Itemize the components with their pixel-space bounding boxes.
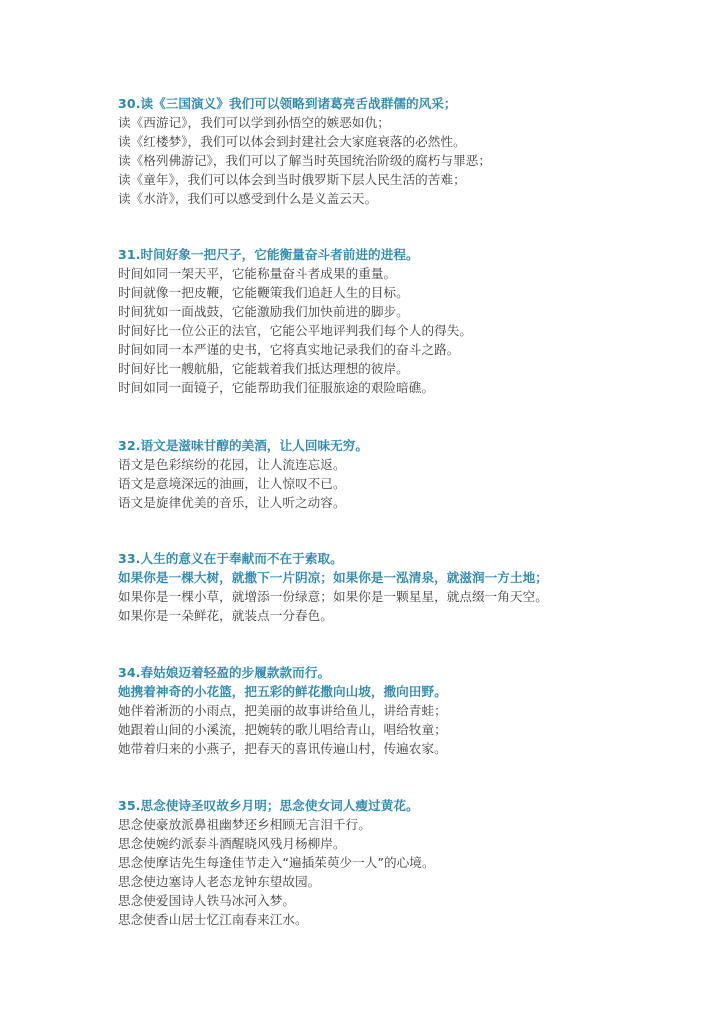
section-line: 语文是旋律优美的音乐，让人听之动容。	[118, 495, 346, 510]
section-line: 时间如同一架天平，它能称量奋斗者成果的重量。	[118, 266, 397, 281]
section-32	[118, 436, 708, 512]
section-30	[118, 94, 708, 208]
section-35	[118, 796, 708, 929]
section-line: 她带着归来的小燕子，把春天的喜讯传遍山村，传遍农家。	[118, 741, 447, 756]
section-line: 读《水浒》，我们可以感受到什么是义盖云天。	[118, 191, 378, 206]
section-line: 时间如同一本严谨的史书，它将真实地记录我们的奋斗之路。	[118, 342, 460, 357]
section-34	[118, 663, 708, 758]
section-line: 时间犹如一面战鼓，它能激励我们加快前进的脚步。	[118, 304, 409, 319]
section-heading: 33.人生的意义在于奉献而不在于索取。	[118, 551, 343, 566]
section-line: 思念使婉约派泰斗酒醒晓风残月杨柳岸。	[118, 836, 346, 851]
section-line: 时间好比一艘航船，它能载着我们抵达理想的彼岸。	[118, 361, 409, 376]
section-line: 读《西游记》，我们可以学到孙悟空的嫉恶如仇；	[118, 115, 390, 130]
section-emphasis-line: 她携着神奇的小花篮，把五彩的鲜花撒向山坡，撒向田野。	[118, 684, 447, 699]
section-31	[118, 245, 708, 397]
section-emphasis-line: 如果你是一棵大树，就撒下一片阴凉；如果你是一泓清泉，就滋润一方土地；	[118, 570, 548, 585]
section-line: 语文是意境深远的油画，让人惊叹不已。	[118, 476, 346, 491]
section-line: 思念使香山居士忆江南春来江水。	[118, 912, 308, 927]
section-33	[118, 549, 708, 625]
section-heading: 32.语文是滋味甘醇的美酒，让人回味无穷。	[118, 438, 369, 453]
section-line: 读《童年》，我们可以体会到当时俄罗斯下层人民生活的苦难；	[118, 172, 466, 187]
section-line: 时间就像一把皮鞭，它能鞭策我们追赶人生的目标。	[118, 285, 409, 300]
section-heading: 31.时间好象一把尺子，它能衡量奋斗者前进的进程。	[118, 247, 419, 262]
section-line: 思念使豪放派鼻祖幽梦还乡相顾无言泪千行。	[118, 817, 371, 832]
section-line: 思念使摩诘先生每逢佳节走入“遍插茱萸少一人”的心境。	[118, 855, 435, 870]
section-line: 时间好比一位公正的法官，它能公平地评判我们每个人的得失。	[118, 323, 473, 338]
section-line: 思念使边塞诗人老态龙钟东望故园。	[118, 874, 321, 889]
section-line: 她伴着淅沥的小雨点，把美丽的故事讲给鱼儿，讲给青蛙；	[118, 703, 447, 718]
section-heading: 30.读《三国演义》我们可以领略到诸葛亮舌战群儒的风采；	[118, 96, 457, 111]
section-heading: 34.春姑娘迈着轻盈的步履款款而行。	[118, 665, 331, 680]
section-line: 如果你是一朵鲜花，就装点一分春色。	[118, 608, 333, 623]
section-line: 读《红楼梦》，我们可以体会到封建社会大家庭衰落的必然性。	[118, 134, 466, 149]
section-line: 语文是色彩缤纷的花园，让人流连忘返。	[118, 457, 346, 472]
section-line: 思念使爱国诗人铁马冰河入梦。	[118, 893, 296, 908]
section-line: 她跟着山间的小溪流，把婉转的歌儿唱给青山，唱给牧童；	[118, 722, 447, 737]
section-line: 时间如同一面镜子，它能帮助我们征服旅途的艰险暗礁。	[118, 380, 435, 395]
section-line: 如果你是一棵小草，就增添一份绿意；如果你是一颗星星，就点缀一角天空。	[118, 589, 548, 604]
section-line: 读《格列佛游记》，我们可以了解当时英国统治阶级的腐朽与罪恶；	[118, 153, 492, 168]
section-heading: 35.思念使诗圣叹故乡月明；思念使女词人瘦过黄花。	[118, 798, 419, 813]
